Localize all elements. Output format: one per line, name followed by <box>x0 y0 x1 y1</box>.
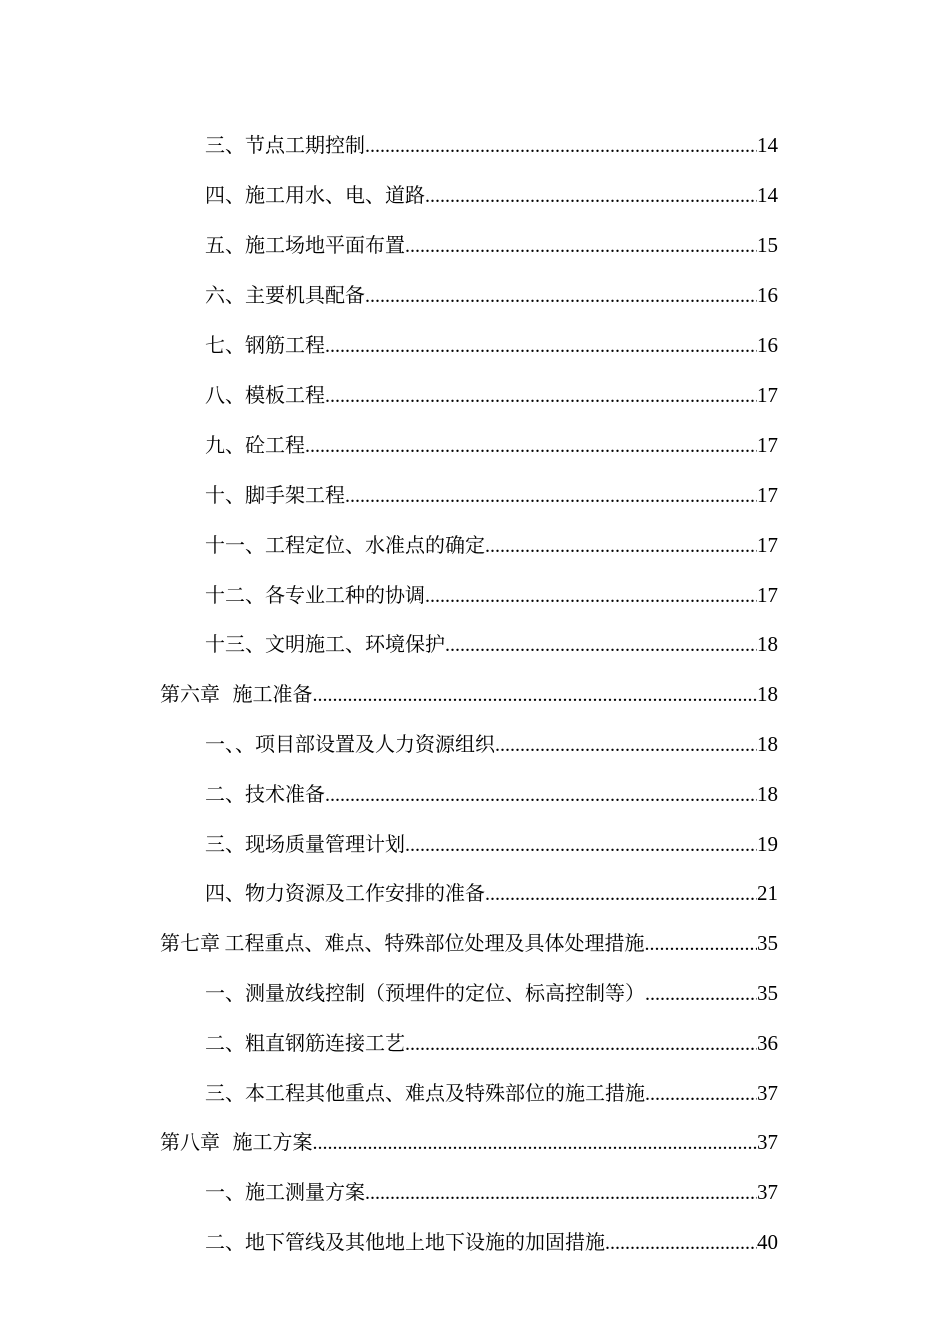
toc-leader-dots <box>313 680 757 710</box>
toc-entry-title: 一、测量放线控制（预埋件的定位、标高控制等） <box>205 981 645 1005</box>
toc-chapter-entry[interactable] <box>160 928 778 958</box>
toc-entry-page: 18 <box>757 732 778 756</box>
toc-entry-page: 35 <box>757 931 778 955</box>
toc-entry-title: 十二、各专业工种的协调 <box>205 583 425 607</box>
toc-entry-title: 二、地下管线及其他地上地下设施的加固措施 <box>205 1230 605 1254</box>
toc-entry-title: 十、脚手架工程 <box>205 483 345 507</box>
toc-leader-dots <box>305 431 757 461</box>
toc-entry[interactable] <box>205 230 778 260</box>
toc-entry[interactable] <box>205 829 778 859</box>
toc-entry-page: 17 <box>757 583 778 607</box>
toc-leader-dots <box>345 481 757 511</box>
toc-entry-page: 19 <box>757 832 778 856</box>
toc-chapter-entry[interactable] <box>160 679 778 709</box>
toc-leader-dots <box>645 929 758 959</box>
toc-leader-dots <box>645 979 757 1009</box>
toc-entry-title: 施工准备 <box>232 682 313 706</box>
toc-entry-title: 二、技术准备 <box>205 782 325 806</box>
toc-leader-dots <box>425 581 757 611</box>
toc-entry[interactable] <box>205 878 778 908</box>
toc-entry-title: 十一、工程定位、水准点的确定 <box>205 533 485 557</box>
toc-entry[interactable] <box>205 430 778 460</box>
toc-entry[interactable] <box>205 1078 778 1108</box>
toc-entry-title: 十三、文明施工、环境保护 <box>205 632 445 656</box>
toc-entry-page: 18 <box>757 632 778 656</box>
toc-entry-page: 37 <box>757 1081 778 1105</box>
toc-leader-dots <box>485 531 757 561</box>
toc-leader-dots <box>365 131 757 161</box>
toc-entry-page: 17 <box>757 433 778 457</box>
toc-entry-title: 七、钢筋工程 <box>205 333 325 357</box>
toc-leader-dots <box>425 181 757 211</box>
toc-entry[interactable] <box>205 978 778 1008</box>
toc-leader-dots <box>325 331 757 361</box>
toc-entry[interactable] <box>205 330 778 360</box>
toc-entry[interactable] <box>205 280 778 310</box>
toc-leader-dots <box>325 381 757 411</box>
toc-entry-title: 四、物力资源及工作安排的准备 <box>205 881 485 905</box>
toc-entry-page: 35 <box>757 981 778 1005</box>
toc-entry[interactable] <box>205 530 778 560</box>
toc-entry-title: 六、主要机具配备 <box>205 283 365 307</box>
toc-entry-title: 四、施工用水、电、道路 <box>205 183 425 207</box>
toc-entry-page: 18 <box>757 782 778 806</box>
toc-chapter-number: 第七章 <box>160 931 220 955</box>
toc-entry[interactable] <box>205 629 778 659</box>
toc-entry-page: 21 <box>757 881 778 905</box>
toc-entry[interactable] <box>205 380 778 410</box>
toc-leader-dots <box>645 1079 757 1109</box>
toc-entry[interactable] <box>205 480 778 510</box>
toc-entry-page: 14 <box>757 183 778 207</box>
toc-entry-page: 40 <box>757 1230 778 1254</box>
toc-entry-page: 16 <box>757 283 778 307</box>
toc-entry-page: 37 <box>757 1180 778 1204</box>
toc-entry[interactable] <box>205 729 778 759</box>
toc-entry-title: 八、模板工程 <box>205 383 325 407</box>
toc-entry[interactable] <box>205 1227 778 1257</box>
toc-entry-title: 一、、项目部设置及人力资源组织 <box>205 732 495 756</box>
toc-entry-page: 14 <box>757 133 778 157</box>
toc-entry-page: 16 <box>757 333 778 357</box>
toc-entry[interactable] <box>205 1177 778 1207</box>
toc-entry-page: 36 <box>757 1031 778 1055</box>
toc-leader-dots <box>405 830 757 860</box>
toc-leader-dots <box>495 730 757 760</box>
toc-leader-dots <box>313 1128 757 1158</box>
toc-leader-dots <box>405 1029 757 1059</box>
toc-leader-dots <box>365 281 757 311</box>
toc-entry-title: 二、粗直钢筋连接工艺 <box>205 1031 405 1055</box>
toc-entry[interactable] <box>205 1028 778 1058</box>
toc-leader-dots <box>485 879 757 909</box>
toc-chapter-number: 第六章 <box>160 682 220 706</box>
toc-entry[interactable] <box>205 130 778 160</box>
toc-entry-title: 施工方案 <box>232 1130 313 1154</box>
toc-chapter-entry[interactable] <box>160 1127 778 1157</box>
toc-leader-dots <box>405 231 757 261</box>
toc-leader-dots <box>325 780 757 810</box>
toc-entry-title: 三、现场质量管理计划 <box>205 832 405 856</box>
toc-entry-title: 工程重点、难点、特殊部位处理及具体处理措施 <box>224 931 645 955</box>
toc-entry-page: 37 <box>757 1130 778 1154</box>
toc-entry[interactable] <box>205 580 778 610</box>
toc-entry-page: 17 <box>757 483 778 507</box>
toc-entry[interactable] <box>205 779 778 809</box>
toc-leader-dots <box>445 630 757 660</box>
toc-entry-page: 18 <box>757 682 778 706</box>
toc-entry-page: 17 <box>757 533 778 557</box>
toc-entry-title: 三、本工程其他重点、难点及特殊部位的施工措施 <box>205 1081 645 1105</box>
toc-entry-page: 15 <box>757 233 778 257</box>
toc-leader-dots <box>365 1178 757 1208</box>
toc-entry-title: 三、节点工期控制 <box>205 133 365 157</box>
toc-entry-title: 一、施工测量方案 <box>205 1180 365 1204</box>
toc-chapter-number: 第八章 <box>160 1130 220 1154</box>
toc-entry[interactable] <box>205 180 778 210</box>
toc-entry-page: 17 <box>757 383 778 407</box>
toc-entry-title: 五、施工场地平面布置 <box>205 233 405 257</box>
toc-leader-dots <box>605 1228 757 1258</box>
toc-entry-title: 九、砼工程 <box>205 433 305 457</box>
